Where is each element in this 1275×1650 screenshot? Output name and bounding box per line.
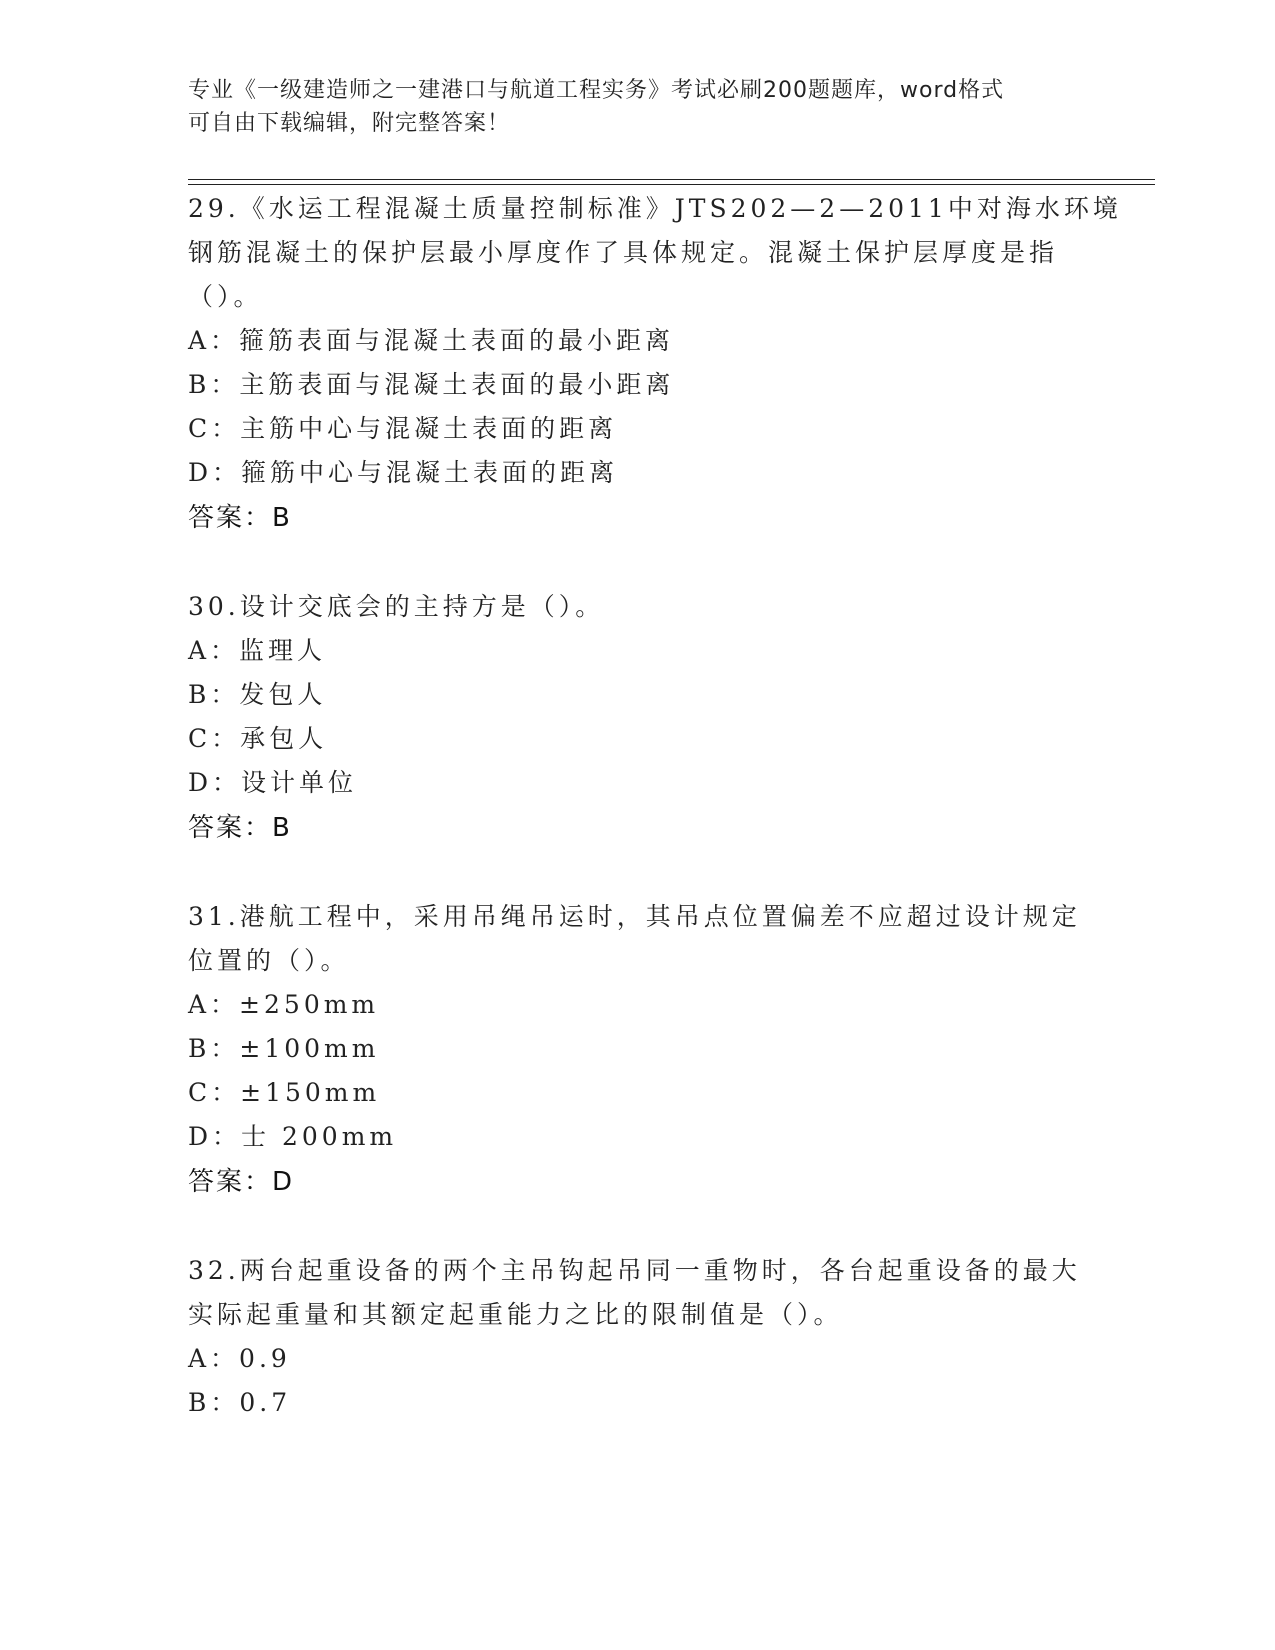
question-30-option-b: B：发包人	[188, 680, 327, 709]
header-divider-top	[188, 179, 1155, 180]
question-30-answer: 答案：B	[188, 813, 292, 843]
question-29-line-1: 29.《水运工程混凝土质量控制标准》JTS202—2—2011中对海水环境	[188, 194, 1122, 223]
question-31-line-2: 位置的（）。	[188, 946, 350, 975]
question-32-option-b: B：0.7	[188, 1388, 292, 1417]
header-line-1: 专业《一级建造师之一建港口与航道工程实务》考试必刷200题题库，word格式	[188, 78, 1005, 103]
header-divider-bottom	[188, 184, 1155, 185]
question-31-option-d: D：士 200mm	[188, 1122, 398, 1151]
question-29-option-a: A：箍筋表面与混凝土表面的最小距离	[188, 326, 675, 355]
question-29-line-3: （）。	[188, 282, 263, 311]
question-31-line-1: 31.港航工程中，采用吊绳吊运时，其吊点位置偏差不应超过设计规定	[188, 902, 1081, 931]
question-31-option-c: C：±150mm	[188, 1078, 381, 1107]
question-30-option-a: A：监理人	[188, 636, 327, 665]
document-header	[188, 74, 1068, 140]
question-32-line-1: 32.两台起重设备的两个主吊钩起吊同一重物时，各台起重设备的最大	[188, 1256, 1081, 1285]
question-29-option-c: C：主筋中心与混凝土表面的距离	[188, 414, 618, 443]
header-line-2: 可自由下载编辑，附完整答案！	[188, 111, 511, 136]
question-30-option-c: C：承包人	[188, 724, 328, 753]
question-30-option-d: D：设计单位	[188, 768, 358, 797]
question-31-option-a: A：±250mm	[188, 990, 380, 1019]
question-29-option-b: B：主筋表面与混凝土表面的最小距离	[188, 370, 675, 399]
question-29-answer: 答案：B	[188, 503, 292, 533]
question-32-option-a: A：0.9	[188, 1344, 291, 1373]
question-30-line-1: 30.设计交底会的主持方是（）。	[188, 592, 605, 621]
question-31-answer: 答案：D	[188, 1167, 295, 1197]
question-31-option-b: B：±100mm	[188, 1034, 380, 1063]
question-29-option-d: D：箍筋中心与混凝土表面的距离	[188, 458, 619, 487]
question-32-line-2: 实际起重量和其额定起重能力之比的限制值是（）。	[188, 1300, 843, 1329]
question-29-line-2: 钢筋混凝土的保护层最小厚度作了具体规定。混凝土保护层厚度是指	[188, 238, 1059, 267]
